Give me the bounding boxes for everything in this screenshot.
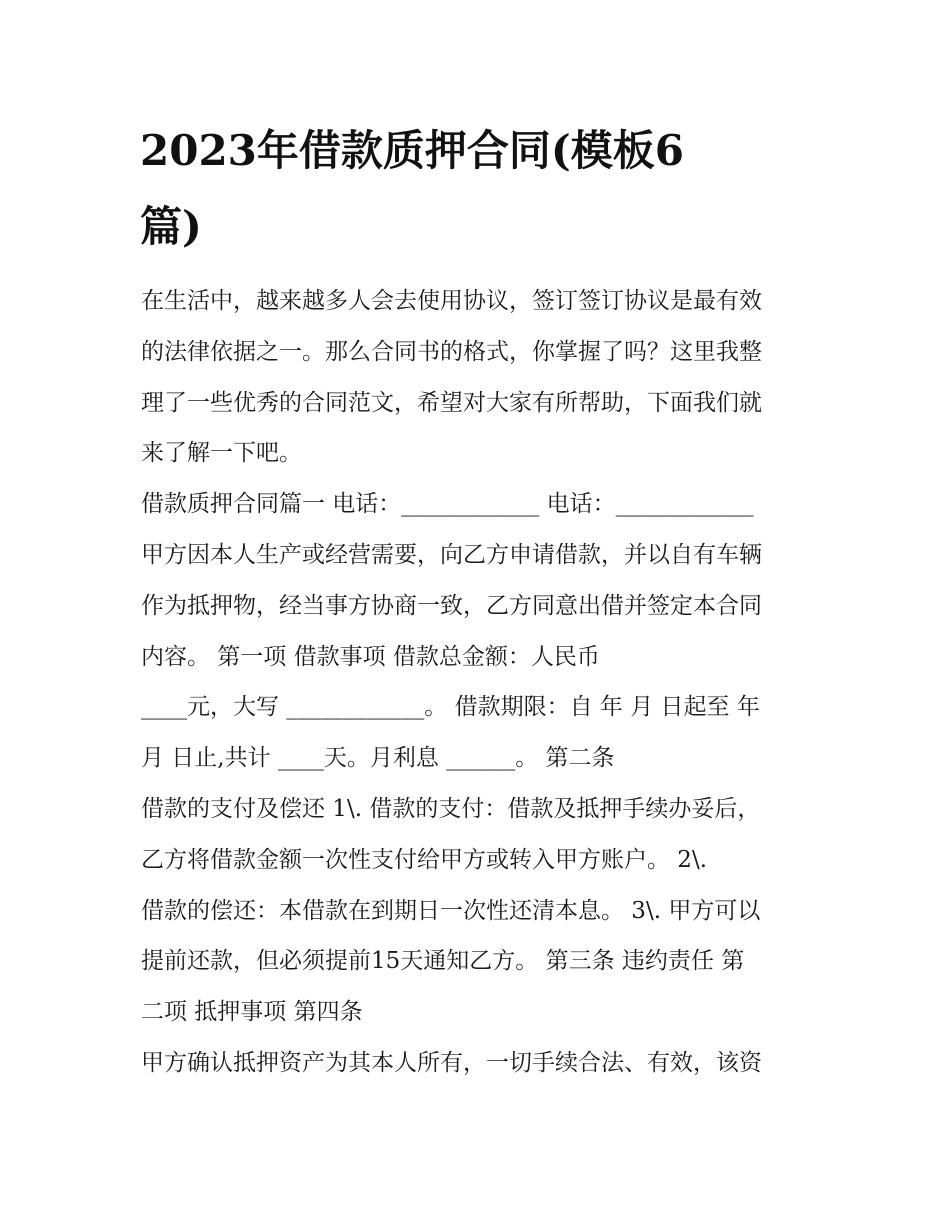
- body-line: 借款质押合同篇一 电话：____________ 电话：____________: [141, 491, 754, 518]
- title-line: 篇): [140, 202, 202, 251]
- body-line: 内容。 第一项 借款事项 借款总金额：人民币: [141, 643, 600, 670]
- body-line: 理了一些优秀的合同范文，希望对大家有所帮助，下面我们就: [141, 389, 762, 416]
- body-line: 的法律依据之一。那么合同书的格式，你掌握了吗？这里我整: [141, 338, 762, 365]
- body-line: 来了解一下吧。: [141, 440, 302, 467]
- body-line: 提前还款，但必须提前15天通知乙方。 第三条 违约责任 第: [141, 948, 745, 975]
- body-line: 二项 抵押事项 第四条: [141, 999, 363, 1026]
- body-line: 乙方将借款金额一次性支付给甲方或转入甲方账户。 2\.: [141, 846, 708, 873]
- body-line: 在生活中，越来越多人会去使用协议，签订签订协议是最有效: [141, 288, 762, 314]
- body-line: 月 日止,共计 ____天。月利息 ______。 第二条: [141, 745, 615, 772]
- body-line: 作为抵押物，经当事方协商一致，乙方同意出借并签定本合同: [141, 592, 762, 619]
- title-line: 2023年借款质押合同(模板6: [140, 126, 684, 175]
- body-line: ____元，大写 ____________。 借款期限：自 年 月 日起至 年: [141, 694, 760, 721]
- document-title: [140, 113, 820, 265]
- body-line: 借款的偿还：本借款在到期日一次性还清本息。 3\. 甲方可以: [141, 897, 761, 924]
- body-line: 甲方因本人生产或经营需要，向乙方申请借款，并以自有车辆: [141, 541, 762, 568]
- body-line: 甲方确认抵押资产为其本人所有，一切手续合法、有效，该资: [141, 1049, 762, 1076]
- body-line: 借款的支付及偿还 1\. 借款的支付：借款及抵押手续办妥后，: [141, 795, 761, 822]
- document-body: [141, 276, 821, 1089]
